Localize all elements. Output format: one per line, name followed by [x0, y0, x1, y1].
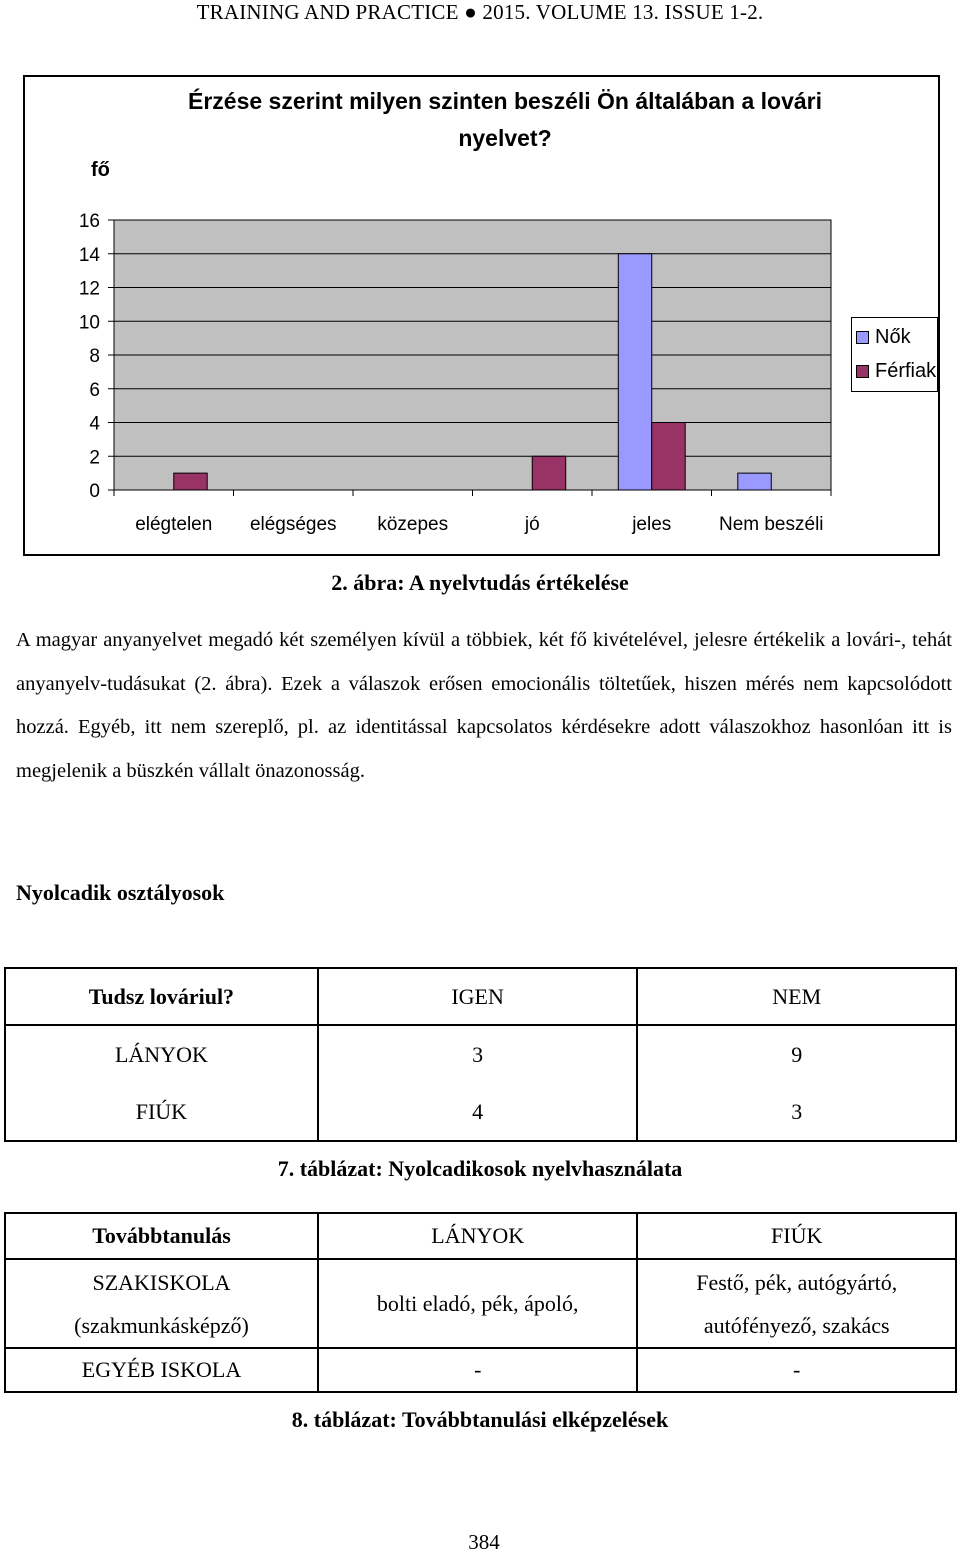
table8-cell: [637, 1259, 956, 1348]
legend-label-ferfiak: Férfiak: [875, 360, 937, 382]
x-tick-label: elégséges: [249, 514, 337, 535]
legend-item-ferfiak: [856, 360, 936, 383]
section-heading: Nyolcadik osztályosok: [16, 880, 225, 905]
table8-cell: -: [318, 1348, 637, 1392]
table-7-caption: 7. táblázat: Nyolcadikosok nyelvhasználata: [277, 1156, 683, 1181]
x-tick-label: közepes: [377, 514, 449, 535]
page-number: 384: [468, 1530, 500, 1554]
table-row: [5, 1083, 956, 1141]
table-8: [4, 1212, 957, 1393]
table-row: [5, 1213, 956, 1259]
running-head: TRAINING AND PRACTICE ● 2015. VOLUME 13. ISSUE 1-2.: [196, 0, 764, 24]
y-tick-label: 16: [78, 211, 100, 232]
body-paragraph: A magyar anyanyelvet megadó két személyen kívül a többiek, két fő kivételével, jelesre értékelik a lovári-, tehát anyanyelv-tudásukat (2. ábra). Ezek a válaszok erősen emocionális töltetűek, hiszen mérés nem kapcsolódott hozzá. Egyéb, itt nem szereplő, pl. az identitással kapcsolatos kérdésekre adott válaszokhoz hasonlóan itt is megjelenik a büszkén vállalt önazonosság.: [16, 629, 952, 782]
table7-cell: 4: [318, 1083, 638, 1141]
table7-header-cell: NEM: [637, 968, 956, 1025]
table7-cell: 9: [637, 1025, 956, 1083]
x-tick-label: Nem beszéli: [718, 514, 824, 535]
chart-legend: [851, 317, 938, 392]
table8-header-cell: LÁNYOK: [318, 1213, 637, 1259]
table8-cell-line: (szakmunkásképző): [74, 1312, 249, 1338]
table8-cell: EGYÉB ISKOLA: [5, 1348, 318, 1392]
y-tick-label: 4: [89, 413, 100, 435]
bar-ferfiak: [174, 473, 207, 490]
table-row: [5, 968, 956, 1025]
bar-nok: [738, 473, 771, 490]
y-tick-label: 0: [89, 481, 100, 502]
table7-header-cell: IGEN: [318, 968, 638, 1025]
table8-cell-line: SZAKISKOLA: [92, 1269, 231, 1295]
y-tick-label: 2: [89, 447, 100, 469]
figure-caption: 2. ábra: A nyelvtudás értékelése: [331, 570, 629, 595]
table7-cell: FIÚK: [5, 1083, 318, 1141]
table-row: [5, 1025, 956, 1083]
chart-title-line-2: nyelvet?: [458, 125, 552, 151]
bar-ferfiak: [652, 423, 685, 491]
table7-cell: 3: [318, 1025, 638, 1083]
y-tick-label: 12: [78, 278, 100, 300]
y-tick-label: 8: [89, 346, 100, 367]
legend-item-nok: [856, 326, 911, 349]
bar-ferfiak: [532, 456, 565, 490]
y-tick-label: 10: [78, 312, 100, 334]
y-tick-label: 6: [89, 379, 100, 401]
table-8-caption: 8. táblázat: Továbbtanulási elképzelések: [291, 1407, 669, 1432]
legend-swatch-nok: [856, 331, 869, 344]
table8-cell: [5, 1259, 318, 1348]
y-axis-label: fő: [91, 159, 110, 181]
table8-cell-line: autófényező, szakács: [703, 1312, 890, 1338]
bar-chart: [23, 75, 940, 556]
x-tick-label: elégtelen: [135, 514, 213, 535]
table8-header-cell: FIÚK: [637, 1213, 956, 1259]
table8-cell: -: [637, 1348, 956, 1392]
table7-cell: 3: [637, 1083, 956, 1141]
chart-title-line-1: Érzése szerint milyen szinten beszéli Ön általában a lovári: [187, 88, 823, 114]
table-row: [5, 1348, 956, 1392]
x-tick-label: jeles: [632, 514, 672, 535]
x-tick-label: jó: [524, 514, 540, 535]
table7-header-cell: Tudsz lováriul?: [5, 968, 318, 1025]
table8-cell-line: Festő, pék, autógyártó,: [696, 1269, 898, 1295]
table-row: [5, 1259, 956, 1348]
table-7: [4, 967, 957, 1142]
bar-nok: [618, 254, 651, 490]
table7-cell: LÁNYOK: [5, 1025, 318, 1083]
legend-swatch-ferfiak: [856, 365, 869, 378]
y-tick-label: 14: [78, 244, 100, 266]
table8-cell: bolti eladó, pék, ápoló,: [318, 1259, 637, 1348]
table8-header-cell: Továbbtanulás: [5, 1213, 318, 1259]
legend-label-nok: Nők: [875, 326, 911, 348]
